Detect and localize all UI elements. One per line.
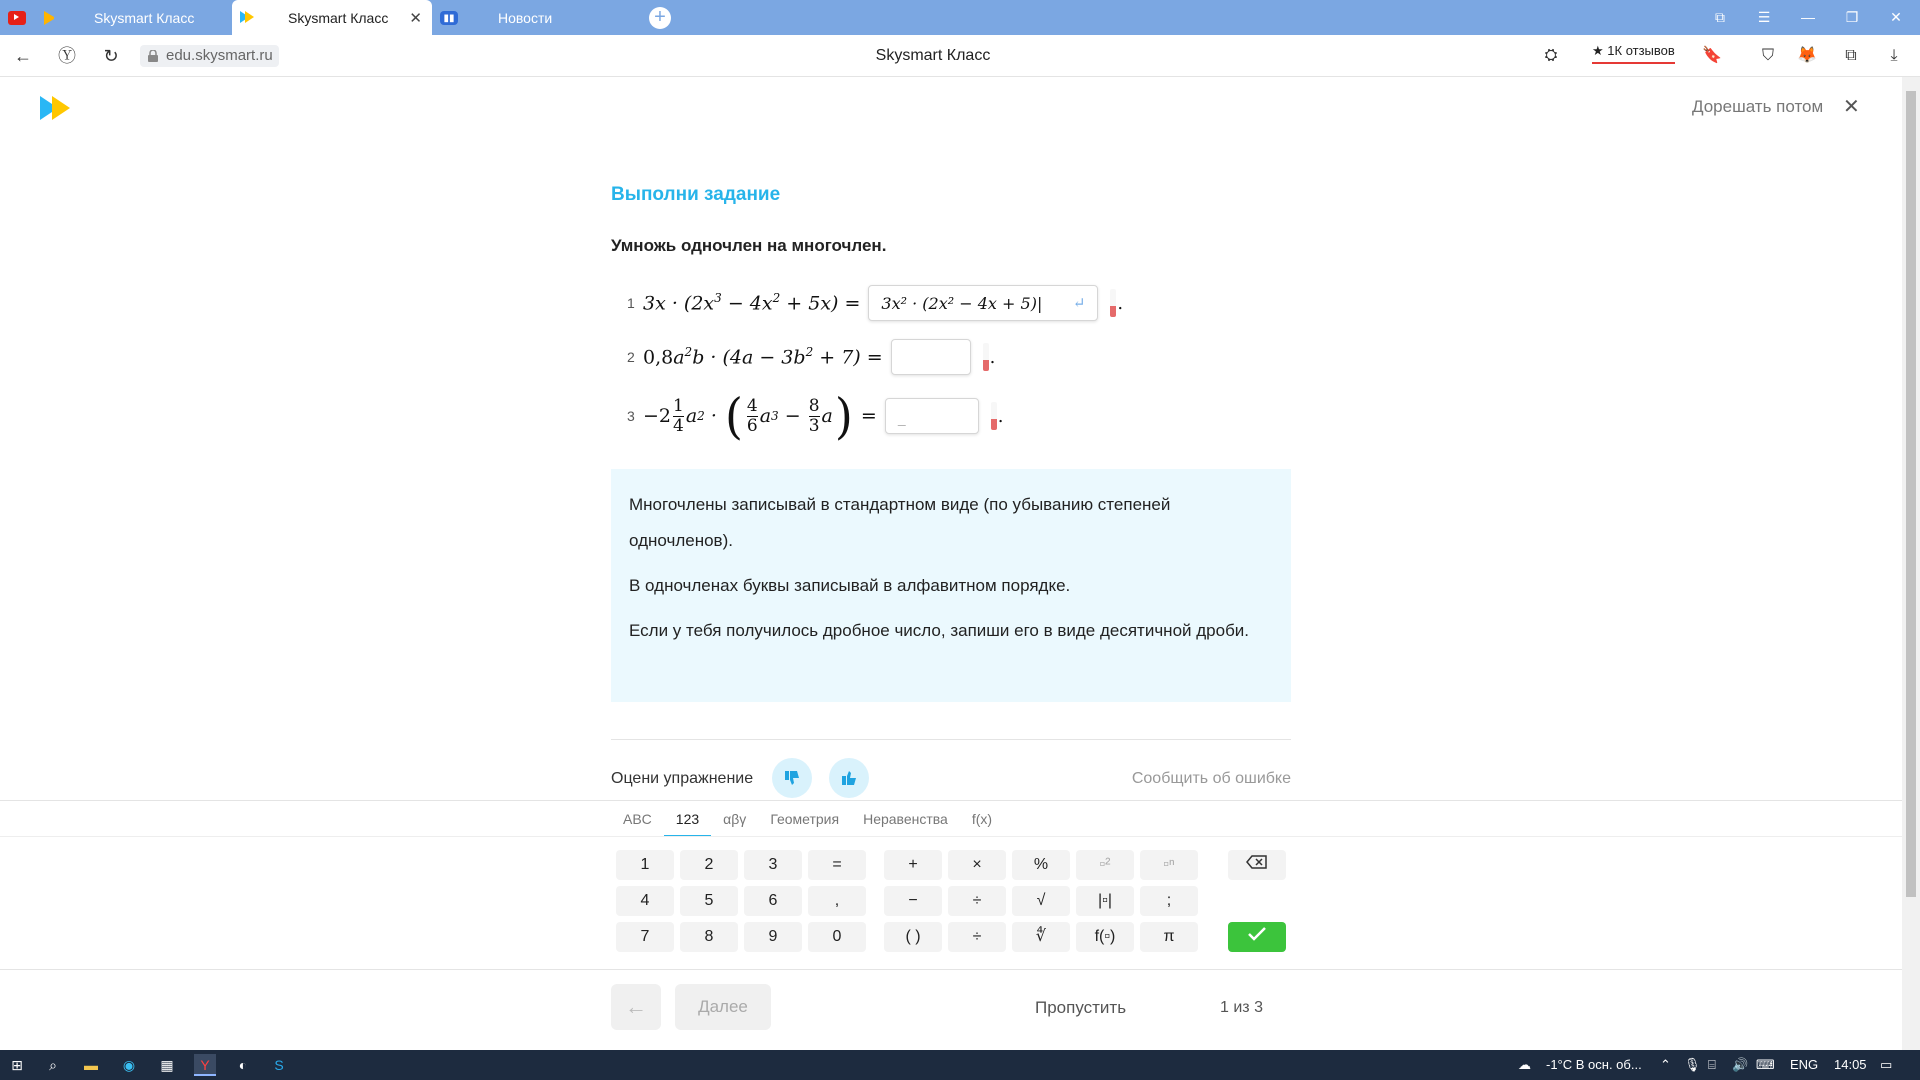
address-bar <box>0 35 1920 77</box>
equation-row-1: 1 $3x \cdot (2x^3 - 4x^2 + 5x)$ = 3x² · (2x² − 4x + 5) | ↵ . <box>611 283 1123 323</box>
previous-button[interactable] <box>611 984 661 1030</box>
url-text: edu.skysmart.ru <box>166 47 273 64</box>
tab-label: Skysmart Класс <box>288 9 389 26</box>
scrollbar[interactable] <box>1902 77 1920 1050</box>
task-title: Выполни задание <box>611 184 781 205</box>
reviews-badge[interactable]: ★ 1К отзывов <box>1592 43 1675 64</box>
thumbs-up-icon <box>840 769 858 787</box>
network-icon[interactable]: ⌸ <box>1708 1057 1716 1072</box>
bottom-navigation <box>0 970 1902 1050</box>
submit-button[interactable] <box>1228 922 1286 952</box>
skip-button[interactable]: Пропустить <box>1035 998 1127 1017</box>
answer-placeholder: _ <box>897 406 906 426</box>
hint-paragraph: Если у тебя получилось дробное число, запиши его в виде десятичной дроби. <box>629 621 1250 640</box>
next-button[interactable]: Далее <box>675 984 771 1030</box>
collections-icon[interactable]: ⧉ <box>1715 9 1725 25</box>
key-divide[interactable]: ÷ <box>948 886 1006 916</box>
hint-paragraph: В одночленах буквы записывай в алфавитном порядке. <box>629 576 1071 595</box>
weather-text[interactable]: -1°C В осн. об... <box>1546 1057 1642 1072</box>
windows-taskbar <box>0 1050 1920 1080</box>
skysmart-logo[interactable] <box>40 96 76 120</box>
equation-number: 1 <box>627 295 635 311</box>
key-percent[interactable]: % <box>1012 850 1070 880</box>
answer-input-2[interactable] <box>891 339 971 375</box>
key-1[interactable]: 1 <box>616 850 674 880</box>
volume-icon[interactable]: 🔊 <box>1732 1057 1749 1072</box>
equation-number: 3 <box>627 408 635 424</box>
kb-tab-inequalities[interactable]: Неравенства <box>863 811 948 827</box>
key-abs[interactable]: |▫| <box>1076 886 1134 916</box>
key-times[interactable]: × <box>948 850 1006 880</box>
thumbs-up-button[interactable] <box>829 758 869 798</box>
tab-label: Skysmart Класс <box>94 9 195 26</box>
key-pi[interactable]: π <box>1140 922 1198 952</box>
divider <box>611 739 1291 740</box>
tab-skysmart-1[interactable] <box>0 0 232 35</box>
language-indicator[interactable]: ENG <box>1790 1057 1819 1072</box>
minimize-icon[interactable]: — <box>1801 9 1815 25</box>
answer-status-marker <box>991 402 997 430</box>
menu-icon[interactable]: ☰ <box>1757 9 1771 25</box>
key-nth-root[interactable]: ∜ <box>1012 922 1070 952</box>
key-square-icon[interactable]: ▫² <box>1076 850 1134 880</box>
notifications-icon[interactable]: ▭ <box>1880 1057 1893 1072</box>
back-arrow-icon[interactable]: ← <box>14 46 32 66</box>
scrollbar-thumb[interactable] <box>1906 91 1916 897</box>
equation-expression: −2 $\frac{1}{4}$ a 2 · ( $\frac{4}{6}$ a 3 − $\frac{8}{3}$ a ) = <box>643 387 877 445</box>
backspace-icon <box>1246 855 1268 869</box>
checkmark-icon <box>1248 927 1266 941</box>
app-icon[interactable]: ◐ <box>238 1057 248 1073</box>
skype-icon[interactable]: S <box>274 1057 284 1073</box>
key-4[interactable]: 4 <box>616 886 674 916</box>
tab-news[interactable] <box>432 0 632 35</box>
page-title: Skysmart Класс <box>875 47 991 64</box>
answer-status-marker <box>983 343 989 371</box>
close-icon[interactable]: ✕ <box>1843 96 1860 118</box>
key-9[interactable]: 9 <box>744 922 802 952</box>
key-function[interactable]: f(▫) <box>1076 922 1134 952</box>
skysmart-favicon-icon <box>44 11 62 25</box>
extensions-icon[interactable]: ⧉ <box>1845 47 1857 64</box>
kb-tab-abc[interactable]: ABC <box>623 811 652 827</box>
rate-exercise-label: Оцени упражнение <box>611 770 754 787</box>
equation-expression: $0,8a^2b \cdot (4a - 3b^2 + 7)$ = <box>643 345 883 369</box>
divider <box>0 836 1902 837</box>
edge-icon[interactable]: ◉ <box>122 1057 136 1073</box>
backspace-button[interactable] <box>1228 850 1286 880</box>
reviews-label: 1К отзывов <box>1607 43 1675 58</box>
key-sqrt[interactable]: √ <box>1012 886 1070 916</box>
close-window-icon[interactable]: ✕ <box>1890 9 1902 25</box>
key-5[interactable]: 5 <box>680 886 738 916</box>
news-favicon-icon: ▮▮ <box>440 11 458 25</box>
answer-input-3[interactable] <box>885 398 979 434</box>
restore-icon[interactable]: ❐ <box>1845 9 1859 25</box>
kb-tab-geometry[interactable]: Геометрия <box>770 811 840 827</box>
reload-icon[interactable]: ↻ <box>103 46 119 66</box>
equation-number: 2 <box>627 349 635 365</box>
key-7[interactable]: 7 <box>616 922 674 952</box>
key-6[interactable]: 6 <box>744 886 802 916</box>
shield-icon[interactable]: ⛉ <box>1761 47 1774 64</box>
chevron-up-icon[interactable]: ⌃ <box>1660 1057 1671 1072</box>
arrow-left-icon: ← <box>625 994 647 1019</box>
solve-later-link[interactable]: Дорешать потом <box>1692 97 1824 116</box>
key-comma[interactable]: , <box>808 886 866 916</box>
answer-value: 3x² · (2x² − 4x + 5) <box>881 293 1037 313</box>
key-plus[interactable]: + <box>884 850 942 880</box>
answer-status-marker <box>1110 289 1116 317</box>
equation-expression: $3x \cdot (2x^3 - 4x^2 + 5x)$ = <box>643 291 861 315</box>
close-tab-icon[interactable]: ✕ <box>409 10 422 27</box>
key-minus[interactable]: − <box>884 886 942 916</box>
yandex-icon[interactable]: Ⓨ <box>58 46 76 66</box>
thumbs-down-button[interactable] <box>772 758 812 798</box>
key-power-icon[interactable]: ▫ⁿ <box>1140 850 1198 880</box>
thumbs-down-icon <box>783 769 801 787</box>
download-icon[interactable]: ⤓ <box>1890 47 1898 64</box>
key-2[interactable]: 2 <box>680 850 738 880</box>
tab-skysmart-active[interactable] <box>232 0 432 35</box>
answer-input-1[interactable]: 3x² · (2x² − 4x + 5) | ↵ <box>868 285 1098 321</box>
skysmart-favicon-icon <box>240 11 258 25</box>
key-parentheses[interactable]: ( ) <box>884 922 942 952</box>
weather-icon[interactable]: ☁ <box>1518 1057 1531 1072</box>
kb-tab-greek[interactable]: αβγ <box>723 811 747 827</box>
bookmark-icon[interactable]: 🔖 <box>1702 47 1722 64</box>
hint-box <box>611 469 1291 702</box>
youtube-icon <box>8 11 26 25</box>
key-equals[interactable]: = <box>808 850 866 880</box>
equation-row-3: 3 −2 $\frac{1}{4}$ a 2 · ( $\frac{4}{6}$ a 3 − $\frac{8}{3}$ a ) = _ . <box>611 386 1004 446</box>
progress-counter: 1 из 3 <box>1220 999 1263 1016</box>
store-icon[interactable]: ▦ <box>160 1057 174 1073</box>
search-icon[interactable]: ⌕ <box>49 1057 57 1073</box>
key-8[interactable]: 8 <box>680 922 738 952</box>
windows-start-icon[interactable]: ⊞ <box>11 1057 23 1073</box>
clock[interactable]: 14:05 <box>1834 1057 1867 1072</box>
math-keyboard <box>0 800 1902 970</box>
hint-paragraph: Многочлены записывай в стандартном виде (по убыванию степеней одночленов). <box>629 495 1171 550</box>
browser-tab-bar <box>0 0 1920 35</box>
report-error-link[interactable]: Сообщить об ошибке <box>1131 770 1291 787</box>
keyboard-tabs <box>611 801 1004 837</box>
keyboard-icon[interactable]: ⌨ <box>1756 1057 1775 1072</box>
enter-icon[interactable]: ↵ <box>1072 294 1086 312</box>
new-tab-button[interactable]: + <box>649 7 671 29</box>
key-fraction[interactable]: ÷ <box>948 922 1006 952</box>
equation-row-2: 2 $0,8a^2b \cdot (4a - 3b^2 + 7)$ = . <box>611 337 995 377</box>
kb-tab-123[interactable]: 123 <box>664 801 711 837</box>
microphone-icon[interactable]: 🎙 <box>1684 1057 1701 1072</box>
metamask-icon[interactable]: 🦊 <box>1797 47 1817 64</box>
key-0[interactable]: 0 <box>808 922 866 952</box>
file-explorer-icon[interactable]: ▬ <box>84 1057 98 1073</box>
key-3[interactable]: 3 <box>744 850 802 880</box>
translate-icon[interactable]: ⛭ <box>1544 47 1558 64</box>
yandex-browser-icon[interactable]: Y <box>194 1054 216 1076</box>
kb-tab-functions[interactable]: f(x) <box>971 811 993 827</box>
task-instruction: Умножь одночлен на многочлен. <box>611 236 887 255</box>
tab-label: Новости <box>498 9 553 26</box>
key-semicolon[interactable]: ; <box>1140 886 1198 916</box>
